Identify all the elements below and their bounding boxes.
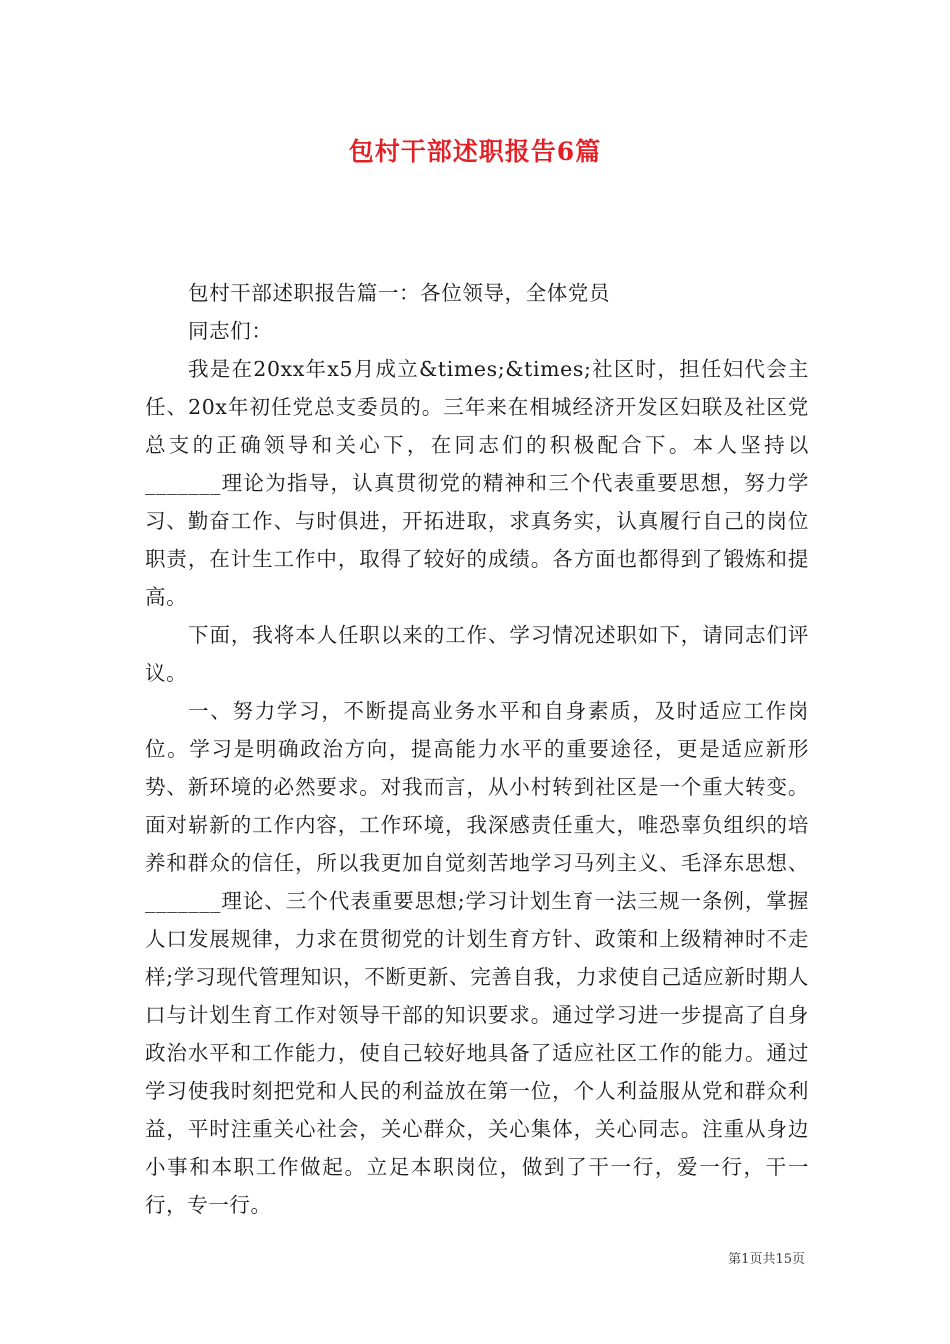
page-number-footer: 第1页共15页 (728, 1252, 805, 1267)
paragraph-intro: 我是在20xx年x5月成立&times;&times;社区时，担任妇代会主任、20x年初任党总支委员的。三年来在相城经济开发区妇联及社区党总支的正确领导和关心下，在同志们的积极配合下。本人坚持以_______理论为指导，认真贯彻党的精神和三个代表重要思想，努力学习、勤奋工作、与时俱进，开拓进取，求真务实，认真履行自己的岗位职责，在计生工作中，取得了较好的成绩。各方面也都得到了锻炼和提高。 (145, 357, 809, 609)
paragraph-overview: 下面，我将本人任职以来的工作、学习情况述职如下，请同志们评议。 (145, 623, 809, 685)
paragraph-section-one: 一、努力学习，不断提高业务水平和自身素质，及时适应工作岗位。学习是明确政治方向，提高能力水平的重要途径，更是适应新形势、新环境的必然要求。对我而言，从小村转到社区是一个重大转变。面对崭新的工作内容，工作环境，我深感责任重大，唯恐辜负组织的培养和群众的信任，所以我更加自觉刻苦地学习马列主义、毛泽东思想、_______理论、三个代表重要思想;学习计划生育一法三规一条例，掌握人口发展规律，力求在贯彻党的计划生育方针、政策和上级精神时不走样;学习现代管理知识，不断更新、完善自我，力求使自己适应新时期人口与计划生育工作对领导干部的知识要求。通过学习进一步提高了自身政治水平和工作能力，使自己较好地具备了适应社区工作的能力。通过学习使我时刻把党和人民的利益放在第一位，个人利益服从党和群众利益，平时注重关心社会，关心群众，关心集体，关心同志。注重从身边小事和本职工作做起。立足本职岗位，做到了干一行，爱一行，干一行，专一行。 (145, 699, 809, 1217)
paragraph-greeting: 同志们： (188, 319, 273, 343)
paragraph-salutation: 包村干部述职报告篇一：各位领导，全体党员 (188, 281, 611, 305)
document-title: 包村干部述职报告6篇 (348, 137, 602, 166)
document-body (145, 274, 809, 1224)
